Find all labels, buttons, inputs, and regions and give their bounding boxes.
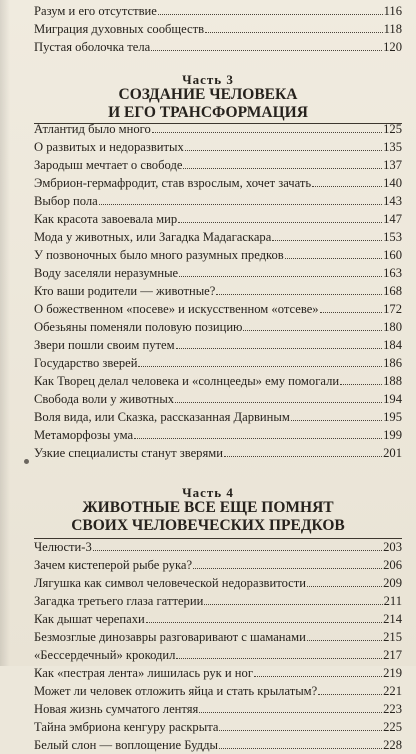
toc-entry-title: Загадка третьего глаза гаттерии	[34, 594, 204, 608]
toc-entry-page: 140	[383, 176, 402, 190]
leader-dots	[224, 456, 382, 457]
leader-dots	[204, 604, 382, 605]
toc-entry-page: 228	[383, 738, 402, 752]
toc-entry-title: «Бессердечный» крокодил	[34, 648, 176, 662]
bullet-dot-icon	[24, 459, 29, 464]
toc-entry-page: 223	[383, 702, 402, 716]
leader-dots	[216, 294, 382, 295]
toc-entry	[0, 718, 416, 736]
toc-entry-page: 118	[383, 22, 402, 36]
toc-entry-title: Как дышат черепахи	[34, 612, 145, 626]
toc-entry-title: Обезьяны поменяли половую позицию	[34, 320, 243, 334]
toc-entry	[0, 646, 416, 664]
toc-entry	[0, 538, 416, 556]
leader-dots	[199, 712, 382, 713]
toc-entry-page: 160	[383, 248, 402, 262]
toc-entry-page: 194	[383, 392, 402, 406]
toc-entry	[0, 156, 416, 174]
toc-entry-title: О божественном «посеве» и искусственном «отсеве»	[34, 302, 319, 316]
part4-entries	[0, 538, 416, 754]
leader-dots	[175, 402, 382, 403]
leader-dots	[219, 730, 382, 731]
toc-entry-title: Разум и его отсутствие	[34, 4, 157, 18]
toc-entry	[0, 228, 416, 246]
toc-entry-title: Звери пошли своим путем	[34, 338, 175, 352]
leader-dots	[176, 348, 383, 349]
toc-entry	[0, 120, 416, 138]
toc-entry	[0, 574, 416, 592]
leader-dots	[178, 222, 382, 223]
leader-dots	[179, 276, 382, 277]
toc-entry	[0, 210, 416, 228]
toc-entry	[0, 138, 416, 156]
leader-dots	[272, 240, 382, 241]
toc-entry-page: 214	[383, 612, 402, 626]
toc-entry-title: Свобода воли у животных	[34, 392, 175, 406]
toc-entry	[0, 354, 416, 372]
toc-entry	[0, 628, 416, 646]
toc-entry-page: 180	[383, 320, 402, 334]
toc-entry	[0, 318, 416, 336]
toc-entry	[0, 444, 416, 462]
toc-entry-page: 221	[383, 684, 402, 698]
leader-dots	[158, 14, 383, 15]
leader-dots	[254, 676, 382, 677]
toc-entry	[0, 282, 416, 300]
toc-entry-page: 206	[383, 558, 402, 572]
toc-entry-title: Выбор пола	[34, 194, 98, 208]
leader-dots	[93, 550, 382, 551]
toc-entry-title: Воду заселяли неразумные	[34, 266, 179, 280]
toc-entry-title: Эмбрион-гермафродит, став взрослым, хочет зачать	[34, 176, 312, 190]
toc-entry-title: О развитых и недоразвитых	[34, 140, 184, 154]
toc-entry	[0, 664, 416, 682]
toc-entry	[0, 38, 416, 56]
toc-entry-title: Лягушка как символ человеческой недоразвитости	[34, 576, 307, 590]
toc-entry-page: 172	[383, 302, 402, 316]
toc-entry-title: Безмозглые динозавры разговаривают с шаманами	[34, 630, 306, 644]
toc-entry-title: Как Творец делал человека и «солнцееды» ему помогали	[34, 374, 340, 388]
part3-label: Часть 3	[182, 72, 234, 87]
toc-entry-page: 120	[383, 40, 402, 54]
toc-entry	[0, 336, 416, 354]
toc-entry-page: 184	[383, 338, 402, 352]
leader-dots	[185, 150, 382, 151]
toc-entry	[0, 556, 416, 574]
toc-entry-title: Зародыш мечтает о свободе	[34, 158, 183, 172]
toc-entry-page: 163	[383, 266, 402, 280]
leader-dots	[340, 384, 382, 385]
leader-dots	[320, 312, 383, 313]
leader-dots	[152, 132, 382, 133]
toc-entry-title: Новая жизнь сумчатого лентяя	[34, 702, 199, 716]
toc-entry-page: 215	[383, 630, 402, 644]
toc-entry-title: Челюсти-3	[34, 540, 92, 554]
toc-entry-page: 217	[383, 648, 402, 662]
leader-dots	[243, 330, 382, 331]
toc-entry-page: 225	[383, 720, 402, 734]
toc-entry	[0, 592, 416, 610]
toc-entry-page: 137	[383, 158, 402, 172]
leader-dots	[134, 438, 382, 439]
toc-entry-page: 201	[383, 446, 402, 460]
leader-dots	[176, 658, 382, 659]
toc-entry	[0, 246, 416, 264]
leader-dots	[219, 748, 382, 749]
toc-entry-page: 203	[383, 540, 402, 554]
part3-title-line2: И ЕГО ТРАНСФОРМАЦИЯ	[108, 104, 308, 121]
toc-entry	[0, 372, 416, 390]
leader-dots	[205, 32, 383, 33]
part4-title-line1: ЖИВОТНЫЕ ВСЕ ЕЩЕ ПОМНЯТ	[82, 499, 334, 516]
toc-entry	[0, 174, 416, 192]
toc-entry-page: 168	[383, 284, 402, 298]
toc-entry-title: Пустая оболочка тела	[34, 40, 151, 54]
toc-entry-title: У позвоночных было много разумных предков	[34, 248, 284, 262]
toc-entry-page: 195	[383, 410, 402, 424]
leader-dots	[183, 168, 382, 169]
toc-entry	[0, 192, 416, 210]
toc-entry-title: Метаморфозы ума	[34, 428, 134, 442]
toc-entry	[0, 20, 416, 38]
toc-entry-title: Тайна эмбриона кенгуру раскрыта	[34, 720, 219, 734]
toc-entry	[0, 300, 416, 318]
toc-entry-page: 147	[383, 212, 402, 226]
part4-title-line2: СВОИХ ЧЕЛОВЕЧЕСКИХ ПРЕДКОВ	[71, 517, 345, 534]
toc-entry-title: Атлантид было много	[34, 122, 151, 136]
toc-entry-title: Как красота завоевала мир	[34, 212, 178, 226]
part3-title-line1: СОЗДАНИЕ ЧЕЛОВЕКА	[118, 86, 298, 103]
leader-dots	[312, 186, 382, 187]
toc-entry-page: 135	[383, 140, 402, 154]
toc-entry-page: 186	[383, 356, 402, 370]
leader-dots	[146, 622, 382, 623]
toc-entry-page: 188	[383, 374, 402, 388]
toc-entry	[0, 682, 416, 700]
toc-entry-page: 153	[383, 230, 402, 244]
leader-dots	[307, 586, 382, 587]
leader-dots	[151, 50, 382, 51]
leader-dots	[307, 640, 382, 641]
toc-entry-page: 143	[383, 194, 402, 208]
toc-entry	[0, 610, 416, 628]
toc-entry-page: 211	[383, 594, 402, 608]
toc-entry-page: 116	[383, 4, 402, 18]
toc-entry-page: 125	[383, 122, 402, 136]
toc-entry	[0, 408, 416, 426]
toc-entry-page: 199	[383, 428, 402, 442]
leader-dots	[99, 204, 382, 205]
toc-entry	[0, 390, 416, 408]
toc-entry-title: Миграция духовных сообществ	[34, 22, 205, 36]
leader-dots	[318, 694, 382, 695]
leader-dots	[285, 258, 382, 259]
toc-entry-title: Может ли человек отложить яйца и стать крылатым?	[34, 684, 318, 698]
toc-entry	[0, 426, 416, 444]
toc-entry-page: 219	[383, 666, 402, 680]
leader-dots	[138, 366, 382, 367]
toc-entry-title: Кто ваши родители — животные?	[34, 284, 216, 298]
toc-entry-title: Зачем кистеперой рыбе рука?	[34, 558, 193, 572]
toc-entry	[0, 264, 416, 282]
toc-entry-title: Мода у животных, или Загадка Мадагаскара	[34, 230, 272, 244]
toc-entry	[0, 736, 416, 754]
part4-label: Часть 4	[182, 485, 234, 500]
toc-entry-title: Государство зверей	[34, 356, 138, 370]
part3-entries	[0, 120, 416, 462]
toc-entry	[0, 700, 416, 718]
toc-top-entries	[0, 2, 416, 56]
toc-entry-title: Белый слон — воплощение Будды	[34, 738, 218, 752]
leader-dots	[291, 420, 382, 421]
toc-entry-title: Как «пестрая лента» лишилась рук и ног	[34, 666, 254, 680]
toc-entry-title: Узкие специалисты станут зверями	[34, 446, 223, 460]
leader-dots	[193, 568, 382, 569]
toc-entry-title: Воля вида, или Сказка, рассказанная Дарвиным	[34, 410, 290, 424]
toc-entry-page: 209	[383, 576, 402, 590]
toc-entry	[0, 2, 416, 20]
